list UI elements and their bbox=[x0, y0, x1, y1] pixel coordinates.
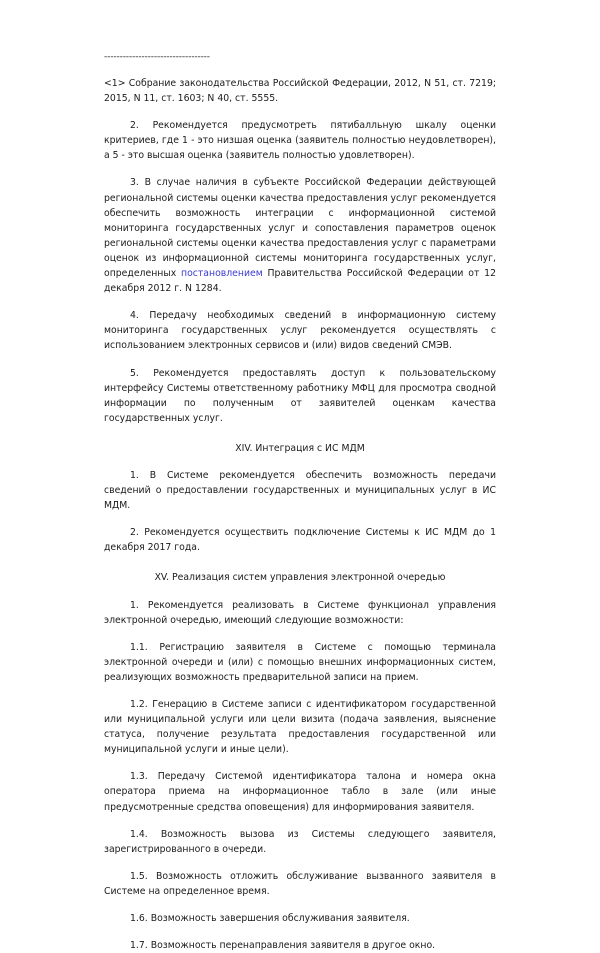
footnote-separator-rule: ---------------------------------- bbox=[104, 52, 210, 62]
footnote-text: <1> Собрание законодательства Российской Федерации, 2012, N 51, ст. 7219; 2015, N 11, ст. 1603; N 40, ст. 5555. bbox=[104, 78, 496, 105]
section-xv-item-1-4: 1.4. Возможность вызова из Системы следующего заявителя, зарегистрированного в очереди. bbox=[104, 828, 496, 855]
paragraph-5: 5. Рекомендуется предоставлять доступ к пользовательскому интерфейсу Системы ответственному работнику МФЦ для просмотра сводной информации по полученным от заявителей оценкам качества государственных услуг. bbox=[104, 367, 496, 424]
paragraph-3 bbox=[104, 175, 496, 296]
section-xv-item-1: 1. Рекомендуется реализовать в Системе функционал управления электронной очередью, имеющий следующие возможности: bbox=[104, 599, 496, 626]
section-xv-item-1-3: 1.3. Передачу Системой идентификатора талона и номера окна оператора приема на информационное табло в зале (или иные предусмотренные средства оповещения) для информирования заявителя. bbox=[104, 771, 496, 813]
paragraph-3-text-before-link: 3. В случае наличия в субъекте Российской Федерации действующей региональной системы оценки качества предоставления услуг рекомендуется обеспечить возможность интеграции с информационной системой мониторинга государственных услуг и сопоставления параметров оценок региональной системы оценки качества предоставления услуг с параметрами оценок из информационной системы мониторинга государственных услуг, определенных bbox=[104, 177, 496, 280]
paragraph-4: 4. Передачу необходимых сведений в информационную систему мониторинга государственных услуг рекомендуется осуществлять с использованием электронных сервисов и (или) видов сведений СМЭВ. bbox=[104, 310, 496, 352]
paragraph-2: 2. Рекомендуется предусмотреть пятибалльную шкалу оценки критериев, где 1 - это низшая оценка (заявитель полностью неудовлетворен), а 5 - это высшая оценка (заявитель полностью удовлетворен). bbox=[104, 120, 496, 162]
section-xv-item-1-7: 1.7. Возможность перенаправления заявителя в другое окно. bbox=[130, 940, 436, 952]
section-xiv-item-2: 2. Рекомендуется осуществить подключение Системы к ИС МДМ до 1 декабря 2017 года. bbox=[104, 527, 496, 554]
section-xv-item-1-5: 1.5. Возможность отложить обслуживание вызванного заявителя в Системе на определенное время. bbox=[104, 870, 496, 897]
section-xv-item-1-6: 1.6. Возможность завершения обслуживания заявителя. bbox=[130, 913, 410, 925]
section-xv-item-1-1: 1.1. Регистрацию заявителя в Системе с помощью терминала электронной очереди и (или) с помощью внешних информационных систем, реализующих возможность предварительной записи на прием. bbox=[104, 641, 496, 683]
document-body bbox=[104, 52, 496, 953]
section-xv-item-1-2: 1.2. Генерацию в Системе записи с идентификатором государственной или муниципальной услуги или цели визита (подача заявления, выяснение статуса, получение результата предоставления государственной или муниципальной услуги и иные цели). bbox=[104, 699, 496, 756]
paragraph-3-text-after-link: Правительства Российской Федерации от 12 декабря 2012 г. N 1284. bbox=[104, 268, 496, 295]
section-heading-xv: XV. Реализация систем управления электронной очередью bbox=[154, 572, 446, 584]
section-xiv-item-1: 1. В Системе рекомендуется обеспечить возможность передачи сведений о предоставлении государственных и муниципальных услуг в ИС МДМ. bbox=[104, 469, 496, 512]
section-heading-xiv: XIV. Интеграция с ИС МДМ bbox=[235, 442, 365, 454]
postanovlenie-link[interactable]: постановлением bbox=[181, 268, 263, 280]
